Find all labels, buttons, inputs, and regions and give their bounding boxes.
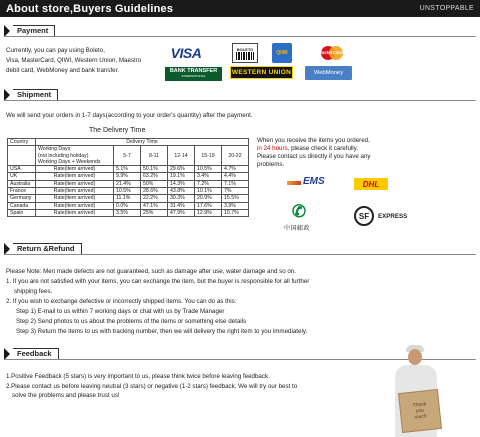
- payment-text-line-3: debit card, WebMoney and bank transfer.: [6, 67, 120, 74]
- rate-value-cell: 14.3%: [168, 180, 195, 187]
- delivery-time-table: [7, 138, 249, 217]
- feedback-line-2: 2.Please contact us before leaving neutral (3 stars) or negative (1-2 stars) feedback. We will try our best to: [6, 383, 298, 390]
- payment-heading: Payment: [13, 25, 55, 37]
- rate-value-cell: 11.1%: [114, 195, 141, 202]
- western-union-logo: WESTERN UNION: [230, 66, 293, 79]
- rate-value-cell: 63.2%: [141, 173, 168, 180]
- sf-express-icon: SF: [354, 206, 374, 226]
- range-cell: 5-7: [114, 146, 141, 166]
- rate-value-cell: 17.6%: [195, 202, 222, 209]
- rate-value-cell: 4.7%: [222, 166, 249, 173]
- country-cell: Canada: [8, 202, 36, 209]
- rate-value-cell: 43.8%: [168, 188, 195, 195]
- rate-label-cell: Rate(item arrived): [36, 195, 114, 202]
- rate-value-cell: 3.9%: [222, 202, 249, 209]
- shipment-intro: We will send your orders in 1-7 days(according to your order's quantity) after the payment.: [6, 112, 253, 119]
- section-arrow-icon: [4, 89, 10, 101]
- ems-label: EMS: [303, 176, 325, 187]
- dhl-logo: DHL: [354, 178, 388, 190]
- feedback-line-1: 1.Positive Feedback (5 stars) is very important to us, please think twice before leaving feedback.: [6, 373, 270, 380]
- bank-transfer-logo: [165, 67, 222, 81]
- rate-value-cell: 50.1%: [141, 166, 168, 173]
- rate-value-cell: 22.2%: [141, 195, 168, 202]
- box-text-3: much: [414, 413, 428, 421]
- page-title: About store,Buyers Guidelines: [6, 2, 174, 15]
- rate-value-cell: 10.1%: [195, 188, 222, 195]
- rate-value-cell: 30.3%: [168, 195, 195, 202]
- range-cell: 15-19: [195, 146, 222, 166]
- range-cell: 20-22: [222, 146, 249, 166]
- receive-note: [257, 137, 375, 169]
- rate-label-cell: Rate(item arrived): [36, 202, 114, 209]
- return-step-3: Step 3) Return the items to us with tracking number, then we will delivery the right item to you immediately.: [16, 328, 308, 335]
- table-row: [8, 195, 249, 202]
- barcode-icon: [236, 52, 254, 60]
- rate-label-cell: Rate(item arrived): [36, 188, 114, 195]
- ems-wing-icon: [287, 181, 301, 185]
- rate-value-cell: 50%: [141, 180, 168, 187]
- table-row: [8, 188, 249, 195]
- rate-value-cell: 47.9%: [168, 209, 195, 216]
- rate-value-cell: 0.0%: [114, 202, 141, 209]
- rate-value-cell: 9.9%: [114, 173, 141, 180]
- shipment-heading: Shipment: [13, 89, 58, 101]
- rate-value-cell: 4.4%: [222, 173, 249, 180]
- col-delivery-time: Delivery Time: [36, 139, 249, 146]
- rate-value-cell: 25%: [141, 209, 168, 216]
- courier-head: [408, 349, 422, 365]
- table-row: [8, 209, 249, 216]
- rate-label-cell: Rate(item arrived): [36, 173, 114, 180]
- payment-text-line-2: Visa, MasterCard, QIWI, Western Union, Maestro: [6, 57, 142, 64]
- table-row: [8, 173, 249, 180]
- country-cell: Spain: [8, 209, 36, 216]
- range-cell: 8-11: [141, 146, 168, 166]
- rate-value-cell: 20.9%: [195, 195, 222, 202]
- country-cell: France: [8, 188, 36, 195]
- section-arrow-icon: [4, 243, 10, 255]
- return-step-2: Step 2) Send photos to us about the problems of the items or something else details: [16, 318, 247, 325]
- rate-value-cell: 5.1%: [114, 166, 141, 173]
- rate-value-cell: 19.1%: [168, 173, 195, 180]
- courier-illustration: [370, 343, 466, 437]
- rate-value-cell: 28.6%: [141, 188, 168, 195]
- table-header-row: [8, 139, 249, 146]
- brand-name: UNSTOPPABLE: [419, 5, 474, 12]
- table-row: [8, 180, 249, 187]
- ems-logo: [287, 176, 335, 190]
- bank-transfer-label: BANK TRANSFER: [169, 68, 218, 74]
- working-days-cell: [36, 146, 114, 166]
- top-banner: [0, 0, 480, 17]
- rate-label-cell: Rate(item arrived): [36, 209, 114, 216]
- working-days-weekends: Working Days + Weekends: [38, 158, 101, 165]
- mastercard-logo: [315, 43, 349, 63]
- boleto-logo: [232, 43, 258, 63]
- rate-value-cell: 15.5%: [222, 195, 249, 202]
- working-days-label: Working Days: [38, 146, 71, 153]
- box-text-2: you: [415, 407, 425, 415]
- rate-value-cell: 7.1%: [222, 180, 249, 187]
- table-subheader-row: [8, 146, 249, 166]
- rate-value-cell: 31.4%: [168, 202, 195, 209]
- section-arrow-icon: [4, 348, 10, 360]
- rate-value-cell: 7%: [222, 188, 249, 195]
- country-cell: Australia: [8, 180, 36, 187]
- empty-cell: [8, 146, 36, 166]
- receive-note-highlight: in 24 hours: [257, 145, 288, 152]
- rate-label-cell: Rate(item arrived): [36, 180, 114, 187]
- mastercard-label: MasterCard: [318, 50, 343, 55]
- rate-value-cell: 10.5%: [195, 166, 222, 173]
- return-item-2: 2. If you wish to exchange defective or incorrectly shipped items. You can do as this:: [6, 298, 237, 305]
- country-cell: UK: [8, 173, 36, 180]
- col-country: Country: [8, 139, 36, 146]
- section-arrow-icon: [4, 25, 10, 37]
- section-divider: [4, 100, 476, 101]
- rate-value-cell: 7.2%: [195, 180, 222, 187]
- rate-label-cell: Rate(item arrived): [36, 166, 114, 173]
- return-note: Please Note: Men made defects are not guaranteed, such as damage after use, water damage and so on.: [6, 268, 296, 275]
- table-body: [8, 166, 249, 217]
- working-days-sub: (not including holiday): [38, 152, 89, 159]
- return-item-1: 1. If you are not satisfied with your items, you can exchange the item, but the buyer is responsible for all further: [6, 278, 310, 285]
- rate-value-cell: 12.9%: [195, 209, 222, 216]
- range-cell: 12-14: [168, 146, 195, 166]
- return-step-1: Step 1) E-mail to us within 7 working days or chat with us by Trade Manager: [16, 308, 225, 315]
- webmoney-logo: WebMoney: [305, 66, 352, 80]
- rate-value-cell: 10.5%: [114, 188, 141, 195]
- country-cell: USA: [8, 166, 36, 173]
- rate-value-cell: 10.7%: [222, 209, 249, 216]
- feedback-heading: Feedback: [13, 348, 59, 360]
- boleto-label: BOLETO: [236, 46, 254, 52]
- return-item-1b: shipping fees.: [14, 288, 53, 295]
- rate-value-cell: 21.4%: [114, 180, 141, 187]
- receive-note-pre: When you receive the items you ordered,: [257, 137, 370, 144]
- table-row: [8, 166, 249, 173]
- china-post-label: 中国邮政: [284, 226, 311, 232]
- china-post-icon: ✆: [291, 202, 307, 221]
- table-row: [8, 202, 249, 209]
- sf-express-label: EXPRESS: [378, 213, 408, 220]
- bank-transfer-sublabel: INTERNATIONAL: [181, 74, 206, 78]
- rate-value-cell: 29.6%: [168, 166, 195, 173]
- country-cell: Germany: [8, 195, 36, 202]
- rate-value-cell: 3.5%: [114, 209, 141, 216]
- section-divider: [4, 254, 476, 255]
- qiwi-logo: QIWI: [272, 43, 292, 63]
- visa-logo: VISA: [170, 45, 202, 61]
- rate-value-cell: 47.1%: [141, 202, 168, 209]
- delivery-table-title: The Delivery Time: [89, 127, 146, 134]
- parcel-box-icon: [398, 389, 442, 433]
- return-heading: Return &Refund: [13, 243, 82, 255]
- rate-value-cell: 3.4%: [195, 173, 222, 180]
- box-text-1: Thank: [412, 401, 427, 409]
- section-divider: [4, 36, 476, 37]
- receive-note-post: , please check it carefully. Please contact us directly if you have any problems.: [257, 145, 371, 168]
- feedback-line-2b: solve the problems and please trust us!: [12, 392, 120, 399]
- payment-text-line-1: Currently, you can pay using Boleto,: [6, 47, 105, 54]
